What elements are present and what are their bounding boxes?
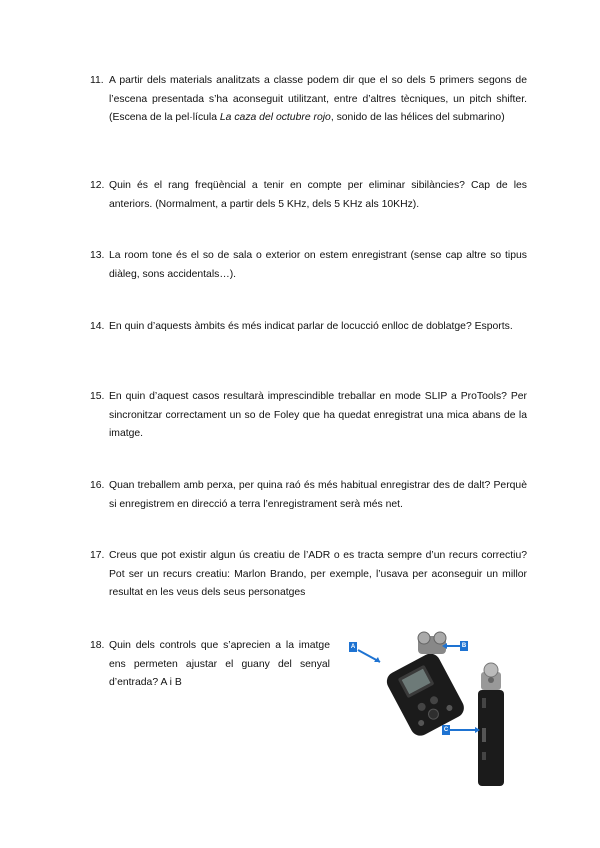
recorder-front xyxy=(383,650,467,739)
recorder-side xyxy=(478,663,504,786)
question-text: En quin d’aquests àmbits és més indicat parlar de locucció enlloc de doblatge? Esports. xyxy=(109,321,513,332)
question-11 xyxy=(90,72,527,128)
answer-text: Esports. xyxy=(474,321,513,332)
question-13 xyxy=(90,247,527,284)
question-number: 17. xyxy=(90,550,105,561)
question-text: Quan treballem amb perxa, per quina raó és més habitual enregistrar des de dalt? Perquè si enregistrem en direcció a terra l’enregistrament serà més net. xyxy=(109,480,527,510)
label-b: B xyxy=(461,643,467,649)
question-12 xyxy=(90,177,527,214)
answer-text: (Normalment, a partir dels 5 KHz, dels 5 KHz als 10KHz). xyxy=(155,198,420,210)
question-number: 18. xyxy=(90,640,105,651)
question-number: 12. xyxy=(90,180,105,191)
question-text: Creus que pot existir algun ús creatiu de l’ADR o es tracta sempre d’un recurs correctiu? Pot ser un recurs creatiu: Marlon Brando, per exemple, l’usava per aconseguir un millor resultat en les veus dels seus personatges xyxy=(109,550,527,598)
question-18 xyxy=(90,637,330,693)
recorder-image xyxy=(346,628,536,788)
question-16 xyxy=(90,477,527,514)
question-text: En quin d’aquest casos resultarà imprescindible treballar en mode SLIP a ProTools? Per sincronitzar correctament un so de Foley que ha quedat enregistrat una mica abans de la imatge. xyxy=(109,391,527,439)
answer-text: Per sincronitzar correctament un so de Foley que ha quedat enregistrat una mica abans de la imatge. xyxy=(109,391,527,439)
answer-text: Perquè si enregistrem en direcció a terra l’enregistrament serà més net. xyxy=(109,480,527,510)
question-number: 13. xyxy=(90,250,105,261)
answer-text: Pot ser un recurs creatiu: Marlon Brando, per exemple, l’usava per aconseguir un millor resultat en les veus dels seus personatges xyxy=(109,568,527,598)
mic-capsule-front xyxy=(418,632,446,654)
question-number: 15. xyxy=(90,391,105,402)
recorder-illustration xyxy=(346,628,536,788)
question-text: Quin dels controls que s’aprecien a la imatge ens permeten ajustar el guany del senyal d’entrada? A i B xyxy=(109,640,330,688)
label-c: C xyxy=(443,727,449,733)
question-15 xyxy=(90,388,527,444)
question-number: 16. xyxy=(90,480,105,491)
question-text: La room tone és el so de sala o exterior on estem enregistrant (sense cap altre so tipus diàleg, sons accidentals…). xyxy=(109,250,527,280)
question-14 xyxy=(90,318,527,337)
question-number: 11. xyxy=(90,75,104,86)
film-title: La caza del octubre rojo xyxy=(219,112,331,123)
question-text: Quin és el rang freqüèncial a tenir en compte per eliminar sibilàncies? Cap de les anteriors. (Normalment, a partir dels 5 KHz, dels 5 KHz als 10KHz). xyxy=(109,180,527,210)
answer-text: A i B xyxy=(160,677,182,688)
question-17 xyxy=(90,547,527,603)
question-number: 14. xyxy=(90,321,105,332)
label-a: A xyxy=(350,644,356,650)
question-text: A partir dels materials analitzats a classe podem dir que el so dels 5 primers segons de l’escena presentada s’ha aconseguit utilitzant, entre d’altres tècniques, un pitch shifter. (Escena de la pel·lícula La caza del octubre rojo, sonido de las hélices del submarino) xyxy=(109,75,527,123)
